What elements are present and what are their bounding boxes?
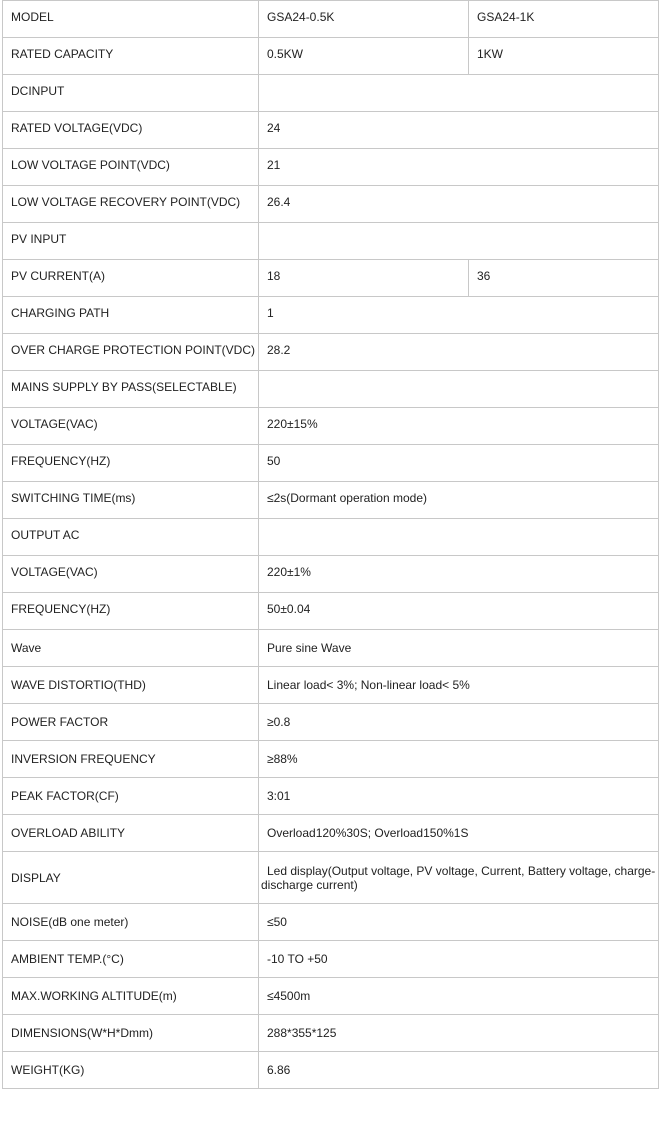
table-row [3, 519, 659, 556]
spec-label: Wave [3, 630, 259, 667]
spec-label: AMBIENT TEMP.(°C) [3, 941, 259, 978]
table-row [3, 75, 659, 112]
table-row [3, 334, 659, 371]
display-line-2: discharge current) [261, 877, 358, 892]
spec-label: WEIGHT(KG) [3, 1052, 259, 1089]
spec-value: Overload120%30S; Overload150%1S [259, 815, 659, 852]
spec-value: 21 [259, 149, 659, 186]
table-row [3, 815, 659, 852]
spec-table [2, 0, 659, 1089]
table-row [3, 630, 659, 667]
table-row [3, 1015, 659, 1052]
table-row [3, 260, 659, 297]
spec-value: Pure sine Wave [259, 630, 659, 667]
spec-value: ≥0.8 [259, 704, 659, 741]
spec-value: -10 TO +50 [259, 941, 659, 978]
spec-value: GSA24-0.5K [259, 1, 469, 38]
spec-label: FREQUENCY(HZ) [3, 593, 259, 630]
spec-label: CHARGING PATH [3, 297, 259, 334]
spec-label: FREQUENCY(HZ) [3, 445, 259, 482]
spec-value: 6.86 [259, 1052, 659, 1089]
table-row [3, 852, 659, 904]
spec-label: POWER FACTOR [3, 704, 259, 741]
spec-value: GSA24-1K [469, 1, 659, 38]
table-row [3, 408, 659, 445]
spec-label: SWITCHING TIME(ms) [3, 482, 259, 519]
spec-value [259, 519, 659, 556]
table-row [3, 149, 659, 186]
spec-label: PV CURRENT(A) [3, 260, 259, 297]
spec-value: 1 [259, 297, 659, 334]
spec-label: MAX.WORKING ALTITUDE(m) [3, 978, 259, 1015]
table-row [3, 112, 659, 149]
spec-label: WAVE DISTORTIO(THD) [3, 667, 259, 704]
spec-value [259, 75, 659, 112]
spec-label: OVERLOAD ABILITY [3, 815, 259, 852]
table-row [3, 593, 659, 630]
spec-value: 3:01 [259, 778, 659, 815]
spec-value: ≤50 [259, 904, 659, 941]
spec-value: 50±0.04 [259, 593, 659, 630]
spec-label: LOW VOLTAGE POINT(VDC) [3, 149, 259, 186]
spec-section-label: DCINPUT [3, 75, 259, 112]
table-row [3, 186, 659, 223]
table-row [3, 38, 659, 75]
display-line-1: Led display(Output voltage, PV voltage, Current, Battery voltage, charge- [267, 863, 656, 878]
spec-value [259, 223, 659, 260]
spec-value: 0.5KW [259, 38, 469, 75]
spec-label: LOW VOLTAGE RECOVERY POINT(VDC) [3, 186, 259, 223]
spec-label: RATED VOLTAGE(VDC) [3, 112, 259, 149]
table-row [3, 778, 659, 815]
spec-value: 28.2 [259, 334, 659, 371]
table-row [3, 556, 659, 593]
table-row [3, 297, 659, 334]
spec-label: DIMENSIONS(W*H*Dmm) [3, 1015, 259, 1052]
spec-value: 26.4 [259, 186, 659, 223]
spec-label: VOLTAGE(VAC) [3, 556, 259, 593]
spec-value: 1KW [469, 38, 659, 75]
spec-label: INVERSION FREQUENCY [3, 741, 259, 778]
spec-section-label: OUTPUT AC [3, 519, 259, 556]
spec-label: OVER CHARGE PROTECTION POINT(VDC) [3, 334, 259, 371]
spec-label: NOISE(dB one meter) [3, 904, 259, 941]
spec-value [259, 852, 659, 904]
spec-section-label: PV INPUT [3, 223, 259, 260]
spec-label: MODEL [3, 1, 259, 38]
spec-section-label: MAINS SUPPLY BY PASS(SELECTABLE) [3, 371, 259, 408]
spec-value: Linear load< 3%; Non-linear load< 5% [259, 667, 659, 704]
table-row [3, 667, 659, 704]
table-row [3, 482, 659, 519]
spec-value: 50 [259, 445, 659, 482]
spec-value: 36 [469, 260, 659, 297]
spec-label: VOLTAGE(VAC) [3, 408, 259, 445]
spec-label: PEAK FACTOR(CF) [3, 778, 259, 815]
spec-value: ≥88% [259, 741, 659, 778]
spec-value: 24 [259, 112, 659, 149]
spec-value: ≤4500m [259, 978, 659, 1015]
spec-label: RATED CAPACITY [3, 38, 259, 75]
spec-value: 220±15% [259, 408, 659, 445]
table-row [3, 1, 659, 38]
spec-value: 18 [259, 260, 469, 297]
spec-value [259, 371, 659, 408]
table-row [3, 1052, 659, 1089]
table-row [3, 941, 659, 978]
table-row [3, 904, 659, 941]
table-row [3, 371, 659, 408]
table-row [3, 741, 659, 778]
spec-value: 220±1% [259, 556, 659, 593]
spec-label: DISPLAY [3, 852, 259, 904]
table-row [3, 223, 659, 260]
spec-value: 288*355*125 [259, 1015, 659, 1052]
spec-value: ≤2s(Dormant operation mode) [259, 482, 659, 519]
table-row [3, 704, 659, 741]
table-row [3, 978, 659, 1015]
table-row [3, 445, 659, 482]
